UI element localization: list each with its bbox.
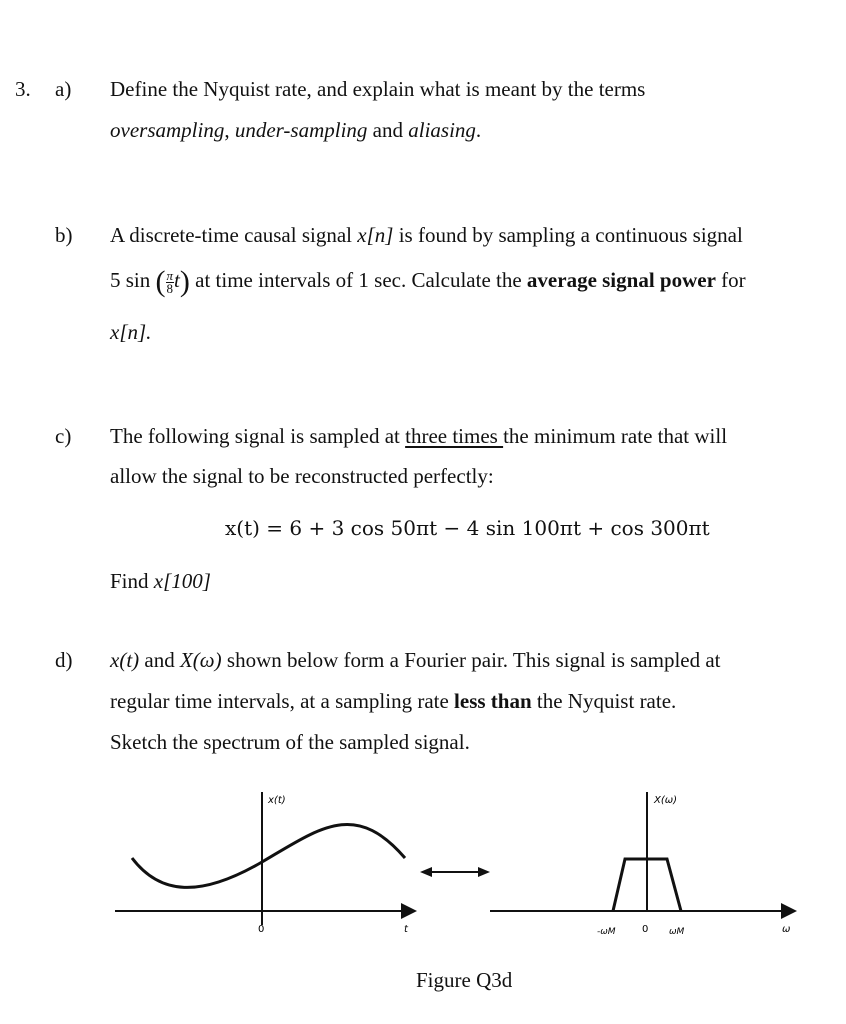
part-c-line1: The following signal is sampled at three times the minimum rate that will: [110, 424, 728, 448]
part-b-line3: x[n].: [110, 320, 152, 344]
omega-axis-label: ω: [782, 924, 791, 935]
fourier-pair-arrow: [420, 867, 490, 877]
question-number: 3.: [15, 77, 31, 101]
part-d-line3: Sketch the spectrum of the sampled signal.: [110, 730, 470, 754]
part-c-label: c): [55, 424, 72, 448]
time-origin-label: 0: [258, 924, 265, 935]
x-of-t-axis-label: x(t): [268, 795, 286, 806]
x-of-t-curve: [132, 825, 405, 888]
part-d-line2: regular time intervals, at a sampling rate less than the Nyquist rate.: [110, 689, 677, 713]
signal-xn: x[n]: [357, 223, 394, 247]
part-c-line2: allow the signal to be reconstructed perfectly:: [110, 464, 494, 488]
part-c-find: Find x[100]: [110, 569, 211, 593]
signal-equation: x(t) = 6 + 3 cos 50πt − 4 sin 100πt + cos 300πt: [225, 516, 710, 540]
t-axis-label: t: [404, 924, 408, 935]
part-a-label: a): [55, 77, 72, 101]
sine-amplitude: 5 sin: [110, 268, 151, 292]
fraction-pi-over-8: $\frac{\pi}{8}$: [166, 267, 174, 296]
omega-m-label: ωM: [669, 927, 685, 937]
part-d-label: d): [55, 648, 73, 672]
part-b-line1: A discrete-time causal signal x[n] is found by sampling a continuous signal: [110, 223, 743, 247]
term-oversampling: oversampling: [110, 118, 225, 142]
underlined-three-times: three times: [405, 424, 504, 448]
part-b-label: b): [55, 223, 73, 247]
spectrum-trapezoid: [613, 859, 681, 911]
bold-average-signal-power: average signal power: [526, 268, 716, 292]
neg-omega-m-label: -ωM: [597, 927, 616, 937]
term-under-sampling: under-sampling: [234, 118, 368, 142]
part-a-line1: Define the Nyquist rate, and explain what is meant by the terms: [110, 77, 646, 101]
term-aliasing: aliasing: [408, 118, 476, 142]
figure-caption: Figure Q3d: [416, 968, 513, 992]
part-a-line2: oversampling, under-sampling and aliasing.: [110, 118, 482, 142]
frequency-domain-plot: [490, 792, 795, 937]
time-domain-plot: [115, 792, 415, 935]
find-x100: x[100]: [153, 569, 211, 593]
X-of-omega-axis-label: X(ω): [654, 795, 678, 806]
part-d-line1: x(t) and X(ω) shown below form a Fourier pair. This signal is sampled at: [110, 648, 721, 672]
part-b-line2: 5 sin ( $\frac{\pi}{8}$ t) at time intervals of 1 sec. Calculate the average signal power for: [110, 265, 746, 299]
frequency-origin-label: 0: [642, 924, 649, 935]
bold-less-than: less than: [454, 689, 532, 713]
